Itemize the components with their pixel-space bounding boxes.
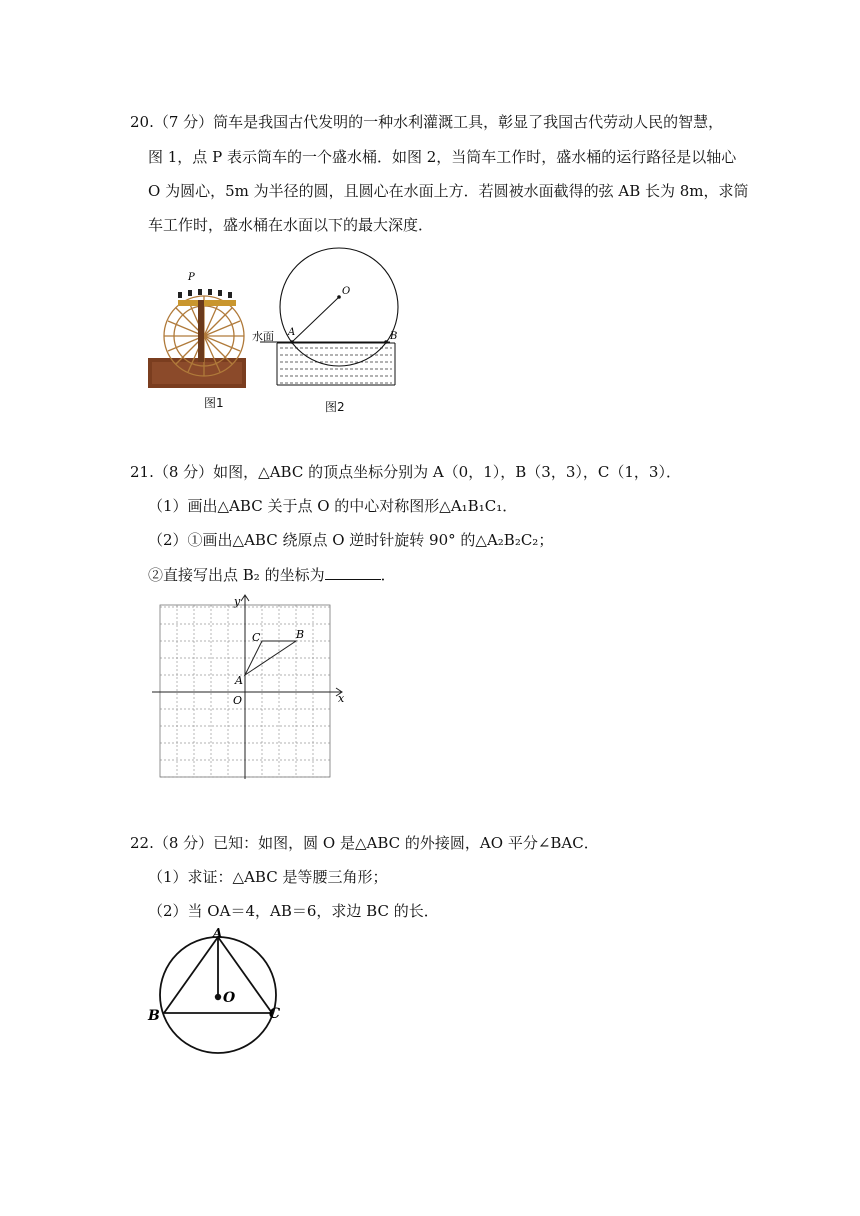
q22-line-1: 22.（8 分）已知：如图，圆 O 是△ABC 的外接圆，AO 平分∠BAC． <box>130 834 599 852</box>
q20-figure-1-water-wheel <box>148 266 246 388</box>
q20-line-4: 车工作时，盛水桶在水面以下的最大深度． <box>148 216 434 234</box>
figure-1-caption: 图1 <box>204 396 224 410</box>
figure-2-caption: 图2 <box>325 400 345 414</box>
vertex-c-label: C <box>252 631 261 644</box>
q21-line-2: （1）画出△ABC 关于点 O 的中心对称图形△A₁B₁C₁． <box>148 497 518 515</box>
q21-line-1: 21.（8 分）如图，△ABC 的顶点坐标分别为 A（0，1），B（3，3），C（1，3）． <box>130 463 681 481</box>
x-axis-label: x <box>338 692 345 705</box>
q22-line-3: （2）当 OA＝4，AB＝6，求边 BC 的长． <box>148 902 439 920</box>
point-b-label: B <box>390 331 398 342</box>
q20-line-3: O 为圆心，5m 为半径的圆，且圆心在水面上方．若圆被水面截得的弦 AB 长为 8m，求筒 <box>148 182 749 200</box>
q20-figure-2-circle-diagram <box>250 244 400 390</box>
y-axis-label: y <box>234 595 241 608</box>
origin-o-label: O <box>233 694 243 707</box>
q21-line-4-end: ． <box>380 566 396 584</box>
q22-circumcircle-figure <box>145 925 295 1059</box>
q20-line-1: 20.（7 分）筒车是我国古代发明的一种水利灌溉工具，彰显了我国古代劳动人民的智慧， <box>130 113 724 131</box>
vertex-a-label: A <box>235 674 243 687</box>
vertex-b-label: B <box>296 628 305 641</box>
vertex-b-label: B <box>148 1008 160 1024</box>
q22-line-2: （1）求证：△ABC 是等腰三角形； <box>148 868 388 886</box>
q20-line-2: 图 1，点 P 表示筒车的一个盛水桶．如图 2，当筒车工作时，盛水桶的运行路径是以轴心 <box>148 148 737 166</box>
vertex-a-label: A <box>213 926 223 940</box>
q21-coordinate-grid <box>152 593 352 779</box>
q21-line-4 <box>148 564 396 585</box>
q21-line-3: （2）①画出△ABC 绕原点 O 逆时针旋转 90° 的△A₂B₂C₂； <box>148 531 554 549</box>
center-o-label: O <box>223 990 236 1006</box>
point-o-label: O <box>342 286 351 297</box>
water-surface-label: 水面 <box>252 330 274 343</box>
vertex-c-label: C <box>269 1006 281 1022</box>
answer-blank[interactable] <box>325 564 381 580</box>
point-a-label: A <box>288 327 296 338</box>
q21-line-4-text: ②直接写出点 B₂ 的坐标为 <box>148 566 325 584</box>
point-p-label: P <box>188 272 195 283</box>
